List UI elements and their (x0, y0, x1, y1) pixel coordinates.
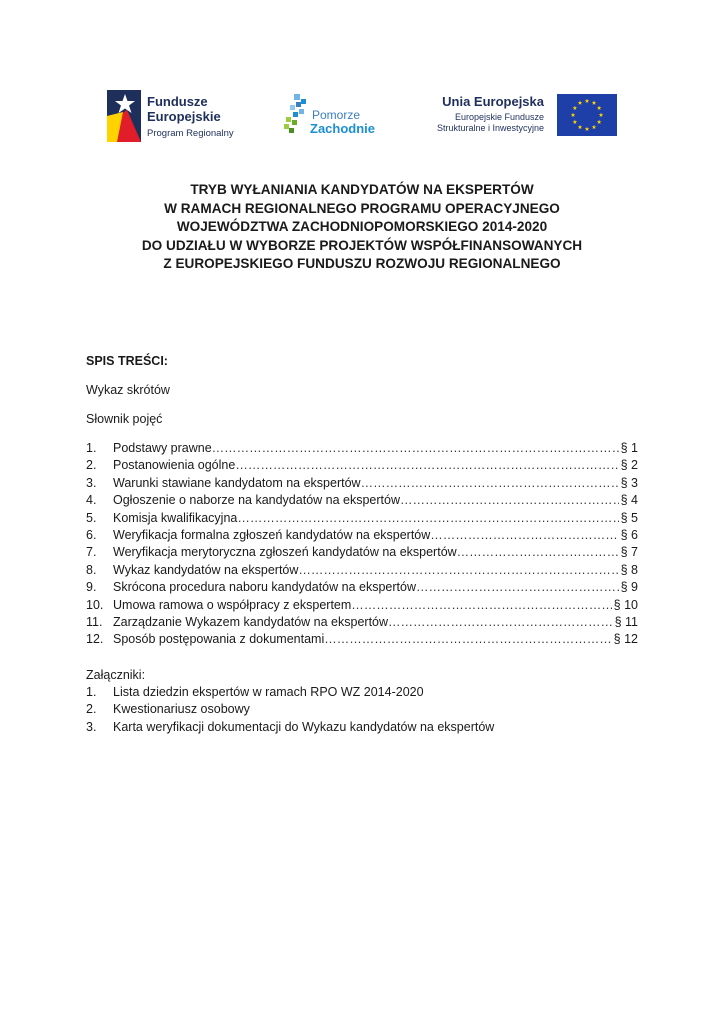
eu-flag-icon (557, 94, 617, 136)
table-of-contents (86, 441, 638, 650)
toc-label: Komisja kwalifikacyjna (113, 510, 238, 525)
toc-entry (113, 441, 638, 455)
toc-leader-dots (237, 511, 618, 525)
attachment-row (86, 720, 646, 737)
attachment-label: Kwestionariusz osobowy (113, 702, 250, 717)
toc-entry (113, 458, 638, 472)
toc-number: 9. (86, 580, 97, 595)
toc-row (86, 476, 638, 493)
toc-row (86, 528, 638, 545)
toc-section-ref: § 7 (620, 545, 638, 560)
pz-line1: Pomorze (312, 108, 361, 122)
toc-number: 5. (86, 510, 97, 525)
fe-line2: Europejskie (147, 109, 221, 124)
title-line: DO UDZIAŁU W WYBORZE PROJEKTÓW WSPÓŁFINANSOWANYCH (141, 237, 583, 253)
fe-line1: Fundusze (147, 94, 208, 109)
fe-logo-text (147, 94, 221, 124)
toc-section-ref: § 9 (620, 580, 638, 595)
toc-number: 12. (86, 632, 104, 647)
toc-row (86, 580, 638, 597)
toc-label: Sposób postępowania z dokumentami (113, 632, 325, 647)
toc-row (86, 458, 638, 475)
toc-leader-dots (457, 545, 619, 559)
attachment-row (86, 685, 646, 702)
toc-label: Warunki stawiane kandydatom na ekspertów (113, 475, 361, 490)
toc-entry (113, 615, 638, 629)
attachment-number: 3. (86, 719, 97, 734)
toc-section-ref: § 10 (613, 597, 638, 612)
toc-number: 2. (86, 458, 97, 473)
pz-line2: Zachodnie (310, 121, 376, 136)
title-line: W RAMACH REGIONALNEGO PROGRAMU OPERACYJNEGO (164, 200, 560, 216)
toc-section-ref: § 5 (620, 510, 638, 525)
toc-leader-dots (212, 441, 619, 455)
toc-section-ref: § 1 (620, 441, 638, 455)
toc-number: 8. (86, 562, 97, 577)
toc-entry (113, 580, 638, 594)
toc-row (86, 615, 638, 632)
ue-sub2: Strukturalne i Inwestycyjne (436, 123, 544, 133)
toc-section-ref: § 11 (614, 614, 638, 629)
toc-row (86, 563, 638, 580)
toc-entry (113, 545, 638, 559)
attachment-row (86, 702, 646, 719)
title-line: Z EUROPEJSKIEGO FUNDUSZU ROZWOJU REGIONALNEGO (163, 256, 561, 271)
toc-row (86, 598, 638, 615)
toc-leader-dots (416, 580, 619, 594)
toc-label: Umowa ramowa o współpracy z ekspertem (113, 597, 352, 612)
toc-heading: SPIS TREŚCI: (86, 354, 168, 368)
toc-entry (113, 598, 638, 612)
toc-leader-dots (388, 615, 613, 629)
toc-row (86, 493, 638, 510)
title-line: WOJEWÓDZTWA ZACHODNIOPOMORSKIEGO 2014-2020 (176, 219, 548, 234)
toc-label: Ogłoszenie o naborze na kandydatów na ekspertów (113, 493, 400, 508)
pomorze-zachodnie-emblem-icon (282, 90, 312, 136)
toc-leader-dots (235, 458, 618, 472)
toc-number: 1. (86, 441, 97, 455)
fundusze-europejskie-logo (107, 88, 257, 142)
toc-entry (113, 511, 638, 525)
toc-section-ref: § 6 (620, 527, 638, 542)
toc-label: Skrócona procedura naboru kandydatów na ekspertów (113, 580, 416, 595)
toc-entry (113, 528, 638, 542)
toc-leader-dots (430, 528, 618, 542)
toc-label: Podstawy prawne (113, 441, 212, 455)
toc-label: Postanowienia ogólne (113, 458, 236, 473)
toc-row (86, 441, 638, 458)
attachment-label: Lista dziedzin ekspertów w ramach RPO WZ 2014-2020 (113, 685, 424, 699)
attachments-heading: Załączniki: (86, 668, 146, 682)
toc-section-ref: § 2 (620, 458, 638, 473)
logo-bar (0, 84, 724, 144)
unia-europejska-logo (432, 92, 622, 142)
toc-leader-dots (298, 563, 618, 577)
attachments-list (86, 685, 646, 737)
toc-section-ref: § 3 (620, 475, 638, 490)
toc-leader-dots (351, 598, 611, 612)
toc-row (86, 632, 638, 649)
ue-subtitle (437, 112, 544, 134)
toc-entry (113, 632, 638, 646)
toc-number: 4. (86, 493, 97, 508)
ue-title: Unia Europejska (442, 94, 544, 109)
toc-leader-dots (361, 476, 619, 490)
attachment-number: 1. (86, 685, 97, 699)
fe-subtitle: Program Regionalny (147, 128, 234, 139)
toc-number: 7. (86, 545, 97, 560)
toc-row (86, 545, 638, 562)
toc-section-ref: § 8 (620, 562, 638, 577)
ue-sub1: Europejskie Fundusze (454, 112, 544, 122)
toc-entry (113, 476, 638, 490)
fundusze-europejskie-emblem-icon (107, 90, 141, 142)
toc-label: Weryfikacja formalna zgłoszeń kandydatów na ekspertów (113, 527, 431, 542)
toc-entry (113, 493, 638, 507)
toc-leader-dots (324, 632, 611, 646)
toc-number: 6. (86, 527, 97, 542)
attachment-number: 2. (86, 702, 97, 717)
toc-number: 3. (86, 475, 97, 490)
toc-number: 10. (86, 597, 104, 612)
title-line: TRYB WYŁANIANIA KANDYDATÓW NA EKSPERTÓW (190, 182, 534, 197)
toc-leader-dots (400, 493, 619, 507)
glossary-entry: Słownik pojęć (86, 412, 163, 426)
abbreviations-entry: Wykaz skrótów (86, 383, 170, 397)
toc-number: 11. (86, 614, 103, 629)
pomorze-zachodnie-logo (282, 90, 392, 140)
toc-label: Zarządzanie Wykazem kandydatów na ekspertów (113, 614, 389, 629)
toc-section-ref: § 4 (620, 493, 638, 508)
document-title (40, 181, 684, 274)
toc-row (86, 511, 638, 528)
toc-entry (113, 563, 638, 577)
attachment-label: Karta weryfikacji dokumentacji do Wykazu kandydatów na ekspertów (113, 719, 495, 734)
toc-section-ref: § 12 (613, 632, 638, 647)
toc-label: Weryfikacja merytoryczna zgłoszeń kandydatów na ekspertów (113, 545, 457, 560)
toc-label: Wykaz kandydatów na ekspertów (113, 562, 299, 577)
